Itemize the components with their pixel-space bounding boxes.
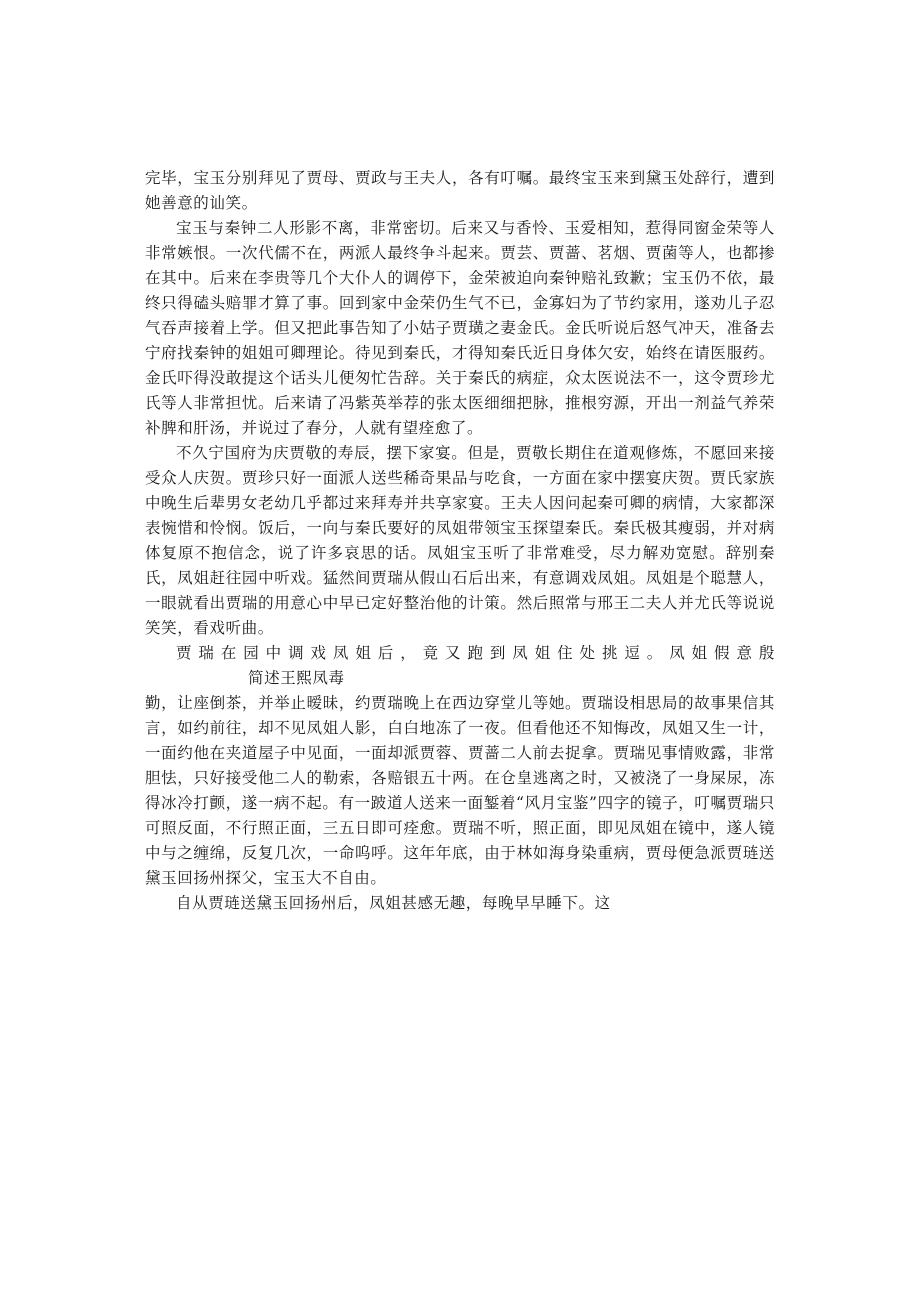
- paragraph-4-text-after: 勤，让座倒茶，并举止暧昧，约贾瑞晚上在西边穿堂儿等她。贾瑞设相思局的故事果信其言，如约前往，却不见凤姐人影，白白地冻了一夜。但看他还不知悔改，凤姐又生一计，一面约他在夹道屋子中见面，一面却派贾蓉、贾蔷二人前去捉拿。贾瑞见事情败露，非常胆怯，只好接受他二人的勒索，各赔银五十两。在仓皇逃离之时，又被浇了一身屎尿，冻得冰冷打颤，遂一病不起。有一跛道人送来一面錾着“风月宝鉴”四字的镜子，叮嘱贾瑞只可照反面，不行照正面，三五日即可痊愈。贾瑞不听，照正面，即见凤姐在镜中，遂人镜中与之缠绵，反复几次，一命呜呼。这年年底，由于林如海身染重病，贾母便急派贾琏送黛玉回扬州探父，宝玉大不自由。: [145, 694, 775, 887]
- paragraph-1: 完毕，宝玉分别拜见了贾母、贾政与王夫人，各有叮嘱。最终宝玉来到黛玉处辞行，遭到她善意的讪笑。: [145, 169, 775, 212]
- paragraph-4: [145, 641, 775, 891]
- paragraph-2: 宝玉与秦钟二人形影不离，非常密切。后来又与香怜、玉爱相知，惹得同窗金荣等人非常嫉恨。一次代儒不在，两派人最终争斗起来。贾芸、贾蔷、茗烟、贾菌等人，也都掺在其中。后来在李贵等几个大仆人的调停下，金荣被迫向秦钟赔礼致歉；宝玉仍不依，最终只得磕头赔罪才算了事。回到家中金荣仍生气不已，金寡妇为了节约家用，遂劝儿子忍气吞声接着上学。但又把此事告知了小姑子贾璜之妻金氏。金氏听说后怒气冲天，准备去宁府找秦钟的姐姐可卿理论。待见到秦氏，才得知秦氏近日身体欠安，始终在请医服药。金氏吓得没敢提这个话头儿便匆忙告辞。关于秦氏的病症，众太医说法不一，这令贾珍尤氏等人非常担忧。后来请了冯紫英举荐的张太医细细把脉，推根穷源，开出一剂益气养荣补脾和肝汤，并说过了春分，人就有望痊愈了。: [145, 219, 775, 437]
- paragraph-4-text-before: 贾瑞在园中调戏凤姐后，竟又跑到凤姐住处挑逗。凤姐假意殷: [176, 644, 775, 662]
- paragraph-5: 自从贾琏送黛玉回扬州后，凤姐甚感无趣，每晚早早睡下。这: [176, 894, 611, 912]
- body-text: [145, 166, 775, 916]
- inline-heading: 简述王熙凤毒: [248, 669, 345, 687]
- paragraph-3: 不久宁国府为庆贾敬的寿辰，摆下家宴。但是，贾敬长期住在道观修炼，不愿回来接受众人庆贺。贾珍只好一面派人送些稀奇果品与吃食，一方面在家中摆宴庆贺。贾氏家族中晚生后辈男女老幼几乎都过来拜寿并共享家宴。王夫人因问起秦可卿的病情，大家都深表惋惜和怜悯。饭后，一向与秦氏要好的凤姐带领宝玉探望秦氏。秦氏极其瘦弱，并对病体复原不抱信念，说了许多哀思的话。凤姐宝玉听了非常难受，尽力解劝宽慰。辞别秦氏，凤姐赶往园中听戏。猛然间贾瑞从假山石后出来，有意调戏凤姐。凤姐是个聪慧人，一眼就看出贾瑞的用意心中早已定好整治他的计策。然后照常与邢王二夫人并尤氏等说说笑笑，看戏听曲。: [145, 444, 775, 637]
